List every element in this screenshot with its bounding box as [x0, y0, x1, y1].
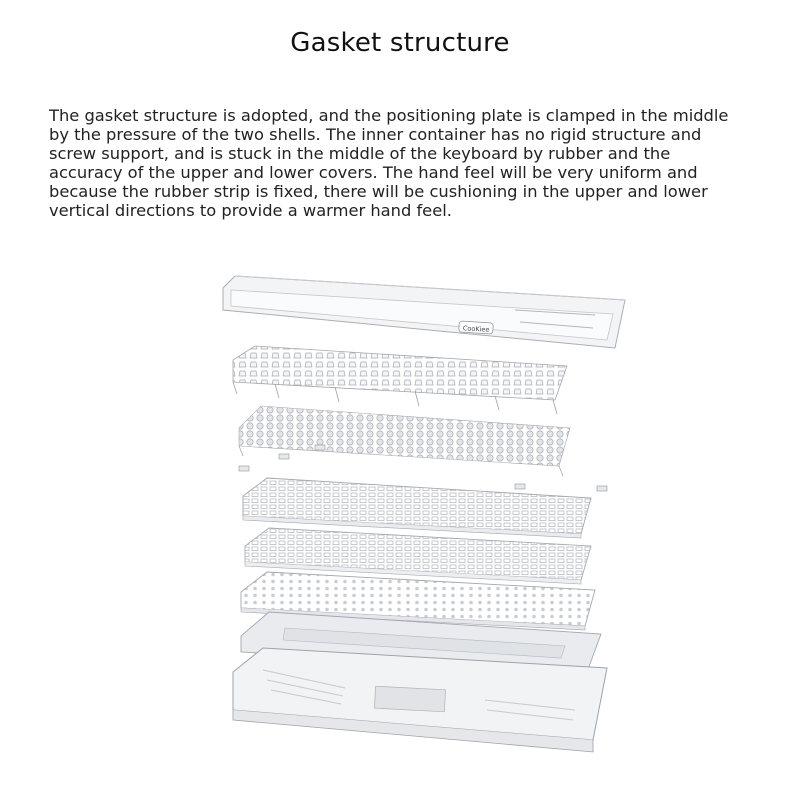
brand-label: CooKiee: [462, 324, 490, 334]
exploded-keyboard-figure: [215, 270, 630, 800]
page-title: Gasket structure: [290, 28, 510, 58]
description-text: The gasket structure is adopted, and the positioning plate is clamped in the middle by the pressure of the two shells. The inner container has no rigid structure and screw support, and is stuck in the middle of the keyboard by rubber and the accuracy of the upper and lower covers. The hand feel will be very uniform and because the rubber strip is fixed, there will be cushioning in the upper and lower vertical directions to provide a warmer hand feel.: [49, 106, 729, 220]
keycaps-layer: [233, 346, 567, 414]
switches-layer: [239, 406, 570, 476]
positioning-plate-layer: [243, 478, 591, 538]
top-case-layer: [223, 276, 625, 348]
